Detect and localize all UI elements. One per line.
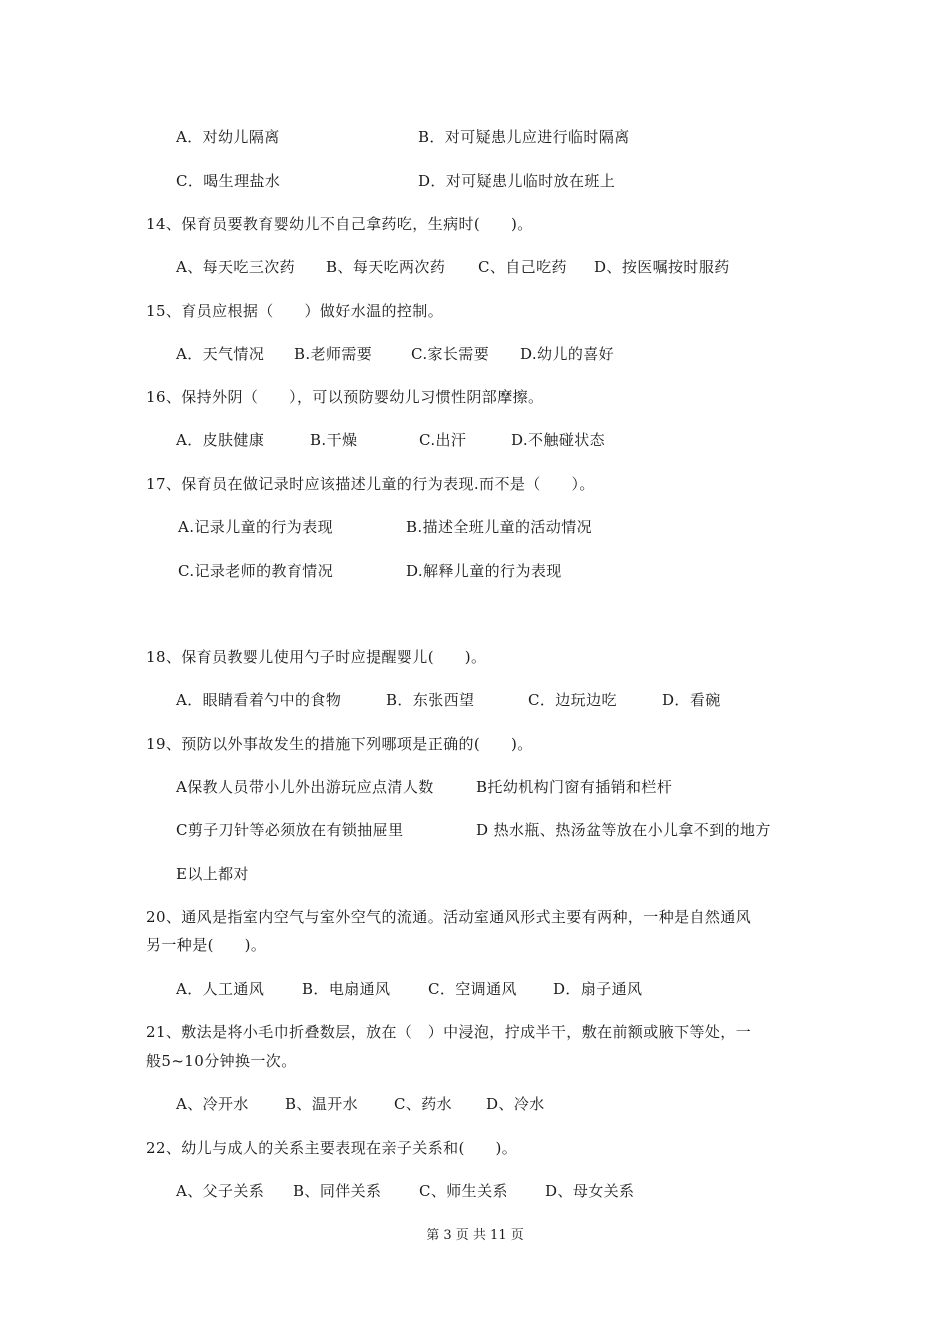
q20-stem-line2: 另一种是( )。 bbox=[146, 936, 267, 954]
q18-option-b: B．东张西望 bbox=[386, 691, 475, 709]
q13-option-a: A．对幼儿隔离 bbox=[176, 128, 280, 146]
q19-stem: 19、预防以外事故发生的措施下列哪项是正确的( )。 bbox=[146, 735, 533, 753]
q16-option-a: A．皮肤健康 bbox=[176, 431, 265, 449]
q22-option-d: D、母女关系 bbox=[545, 1182, 635, 1200]
q18-option-c: C．边玩边吃 bbox=[528, 691, 617, 709]
q20-option-b: B．电扇通风 bbox=[302, 980, 391, 998]
q17-stem: 17、保育员在做记录时应该描述儿童的行为表现.而不是（ ）。 bbox=[146, 475, 595, 493]
q14-option-b: B、每天吃两次药 bbox=[326, 258, 446, 276]
q22-option-b: B、同伴关系 bbox=[293, 1182, 382, 1200]
q22-option-a: A、父子关系 bbox=[176, 1182, 265, 1200]
q18-option-a: A．眼睛看着勺中的食物 bbox=[176, 691, 342, 709]
q21-option-d: D、冷水 bbox=[486, 1095, 545, 1113]
q19-option-c: C剪子刀针等必须放在有锁抽屉里 bbox=[176, 821, 404, 839]
q15-option-a: A．天气情况 bbox=[176, 345, 265, 363]
q20-stem-line1: 20、通风是指室内空气与室外空气的流通。活动室通风形式主要有两种，一种是自然通风 bbox=[146, 908, 752, 926]
q13-option-c: C．喝生理盐水 bbox=[176, 172, 281, 190]
q21-option-b: B、温开水 bbox=[285, 1095, 359, 1113]
q16-option-d: D.不触碰状态 bbox=[511, 431, 606, 449]
q15-option-c: C.家长需要 bbox=[411, 345, 490, 363]
q22-option-c: C、师生关系 bbox=[419, 1182, 508, 1200]
q21-option-a: A、冷开水 bbox=[176, 1095, 249, 1113]
q19-option-a: A保教人员带小儿外出游玩应点清人数 bbox=[176, 778, 434, 796]
q19-option-d: D 热水瓶、热汤盆等放在小儿拿不到的地方 bbox=[476, 821, 771, 839]
q18-option-d: D．看碗 bbox=[662, 691, 721, 709]
q21-stem-line1: 21、敷法是将小毛巾折叠数层，放在（ ）中浸泡，拧成半干，敷在前额或腋下等处，一 bbox=[146, 1023, 752, 1041]
q14-option-d: D、按医嘱按时服药 bbox=[594, 258, 730, 276]
q16-stem: 16、保持外阴（ ），可以预防婴幼儿习惯性阴部摩擦。 bbox=[146, 388, 544, 406]
q17-option-a: A.记录儿童的行为表现 bbox=[178, 518, 334, 536]
q16-option-b: B.干燥 bbox=[310, 431, 358, 449]
q17-option-d: D.解释儿童的行为表现 bbox=[406, 562, 562, 580]
q20-option-d: D．扇子通风 bbox=[553, 980, 643, 998]
q19-option-b: B托幼机构门窗有插销和栏杆 bbox=[476, 778, 673, 796]
q17-option-b: B.描述全班儿童的活动情况 bbox=[406, 518, 592, 536]
q20-option-c: C．空调通风 bbox=[428, 980, 517, 998]
q13-option-d: D．对可疑患儿临时放在班上 bbox=[418, 172, 616, 190]
q15-option-d: D.幼儿的喜好 bbox=[520, 345, 615, 363]
q14-option-c: C、自己吃药 bbox=[478, 258, 567, 276]
q13-option-b: B．对可疑患儿应进行临时隔离 bbox=[418, 128, 630, 146]
q17-option-c: C.记录老师的教育情况 bbox=[178, 562, 334, 580]
q16-option-c: C.出汗 bbox=[419, 431, 467, 449]
q21-stem-line2: 般5~10分钟换一次。 bbox=[146, 1052, 297, 1070]
q18-stem: 18、保育员教婴儿使用勺子时应提醒婴儿( )。 bbox=[146, 648, 487, 666]
q14-stem: 14、保育员要教育婴幼儿不自己拿药吃，生病时( )。 bbox=[146, 215, 533, 233]
page-footer: 第 3 页 共 11 页 bbox=[426, 1228, 524, 1243]
q19-option-e: E以上都对 bbox=[176, 865, 249, 883]
q22-stem: 22、幼儿与成人的关系主要表现在亲子关系和( )。 bbox=[146, 1139, 518, 1157]
q21-option-c: C、药水 bbox=[394, 1095, 453, 1113]
q15-stem: 15、育员应根据（ ）做好水温的控制。 bbox=[146, 302, 444, 320]
q14-option-a: A、每天吃三次药 bbox=[176, 258, 296, 276]
q15-option-b: B.老师需要 bbox=[294, 345, 373, 363]
q20-option-a: A．人工通风 bbox=[176, 980, 265, 998]
